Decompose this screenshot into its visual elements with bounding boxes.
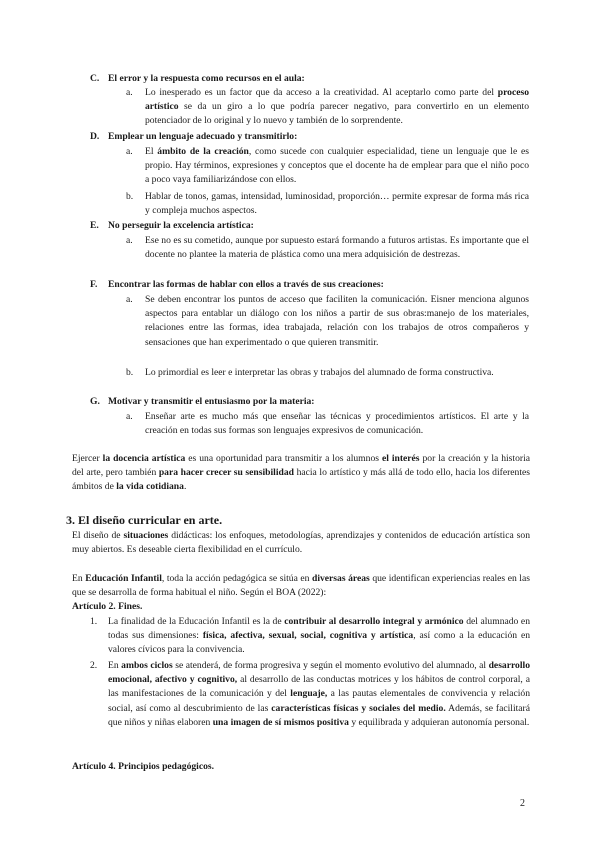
bold-text: física, afectiva, sexual, social, cognitiva y artística: [202, 630, 414, 642]
article-2-title: Artículo 2. Fines.: [72, 601, 143, 612]
list-item-text: [108, 659, 530, 730]
item-label: a.: [126, 235, 133, 246]
paragraph-diseno: [72, 529, 530, 557]
section-letter-e: E.: [90, 220, 99, 231]
bold-text: contribuir al desarrollo integral y armónico: [284, 616, 464, 627]
section-title-e: No perseguir la excelencia artística:: [108, 220, 254, 231]
text-run: .: [183, 481, 187, 493]
article-4-title: Artículo 4. Principios pedagógicos.: [72, 761, 215, 772]
text-run: , como sucede con cualquier especialidad, tiene un lenguaje que le es propio. Hay términos, expresiones y conceptos que el docente ha de emplear para que el niño poco a poco vaya familiarizándose con ellos.: [145, 146, 529, 186]
item-label: a.: [126, 87, 133, 98]
bold-text: situaciones: [123, 530, 169, 541]
section-letter-d: D.: [90, 131, 100, 142]
text-run: se atenderá, de forma progresiva y según el momento evolutivo del alumnado, al: [172, 660, 489, 671]
text-run: Además, se facilitará que niños y niñas elaboren: [108, 702, 530, 728]
section-letter-c: C.: [90, 73, 100, 84]
text-run: y equilibrada y adquieran autonomía personal.: [348, 716, 530, 728]
text-run: didácticas: los enfoques, metodologías, aprendizajes y contenidos de educación artística son muy abiertos. Es deseable cierta flexibilidad en el currículo.: [72, 530, 530, 556]
bold-text: lenguaje,: [290, 688, 328, 700]
item-text: [145, 145, 529, 188]
text-run: , así como a la educación en valores cívicos para la convivencia.: [108, 630, 531, 656]
text-run: Se deben encontrar los puntos de acceso que faciliten la comunicación. Eisner menciona algunos aspectos para entablar un diálogo con los niños a partir de sus obras:manejo de los materiales, relaciones entre las formas, idea trabajada, relación con los trabajos de otros compañeros y sensaciones que han experimentado o que quieren transmitir.: [145, 294, 529, 348]
text-run: se da un giro a lo que podría parecer negativo, para convertirlo en un elemento potenciador de lo original y lo nuevo y también de lo sorprendente.: [145, 101, 529, 127]
text-run: a las pautas elementales de convivencia y relación social, así como al descubrimiento de las: [108, 688, 530, 714]
bold-text: características físicas y sociales del medio.: [271, 702, 446, 714]
bold-text: la vida cotidiana: [116, 481, 184, 493]
item-text: [145, 86, 529, 129]
paragraph-infantil: [72, 572, 530, 600]
text-run: Enseñar arte es mucho más que enseñar las técnicas y procedimientos artísticos. El arte y la creación en todas sus formas son lenguajes expresivos de comunicación.: [145, 411, 529, 437]
item-text: [145, 234, 529, 262]
text-run: Hablar de tonos, gamas, intensidad, luminosidad, proporción… permite expresar de forma más rica y compleja muchos aspectos.: [145, 191, 529, 217]
text-run: al desarrollo de las conductas motrices y los hábitos de control corporal, a las manifestaciones de la comunicación y del: [108, 674, 530, 700]
page-number: 2: [520, 798, 525, 809]
bold-text: una imagen de sí mismos positiva: [212, 716, 349, 728]
item-text: [145, 190, 529, 218]
section-title-d: Emplear un lenguaje adecuado y transmitirlo:: [108, 131, 298, 142]
bold-text: proceso artístico: [145, 87, 529, 113]
section-letter-g: G.: [90, 396, 100, 407]
list-number: 2.: [90, 660, 98, 671]
item-label: a.: [126, 294, 133, 305]
text-run: que identifican experiencias reales en las que se desarrolla de forma habitual el niño. Según el BOA (2022):: [72, 573, 530, 599]
text-run: , toda la acción pedagógica se sitúa en: [161, 573, 312, 584]
item-text: [145, 293, 529, 350]
bold-text: Educación Infantil: [85, 573, 162, 584]
item-text: [145, 366, 529, 380]
text-run: por la creación y la historia del arte, pero también: [72, 453, 530, 479]
item-label: b.: [126, 191, 134, 202]
bold-text: para hacer crecer su sensibilidad: [158, 467, 294, 479]
text-run: Ejercer: [72, 453, 103, 464]
section-title-f: Encontrar las formas de hablar con ellos a través de sus creaciones:: [108, 279, 384, 290]
section-heading: 3. El diseño curricular en arte.: [66, 513, 223, 527]
text-run: Ese no es su cometido, aunque por supuesto estará formando a futuros artistas. Es importante que el docente no plantee la materia de plástica como una mera adquisición de destrezas.: [145, 235, 529, 261]
bold-text: ámbito de la creación: [157, 146, 249, 157]
paragraph-docencia: [72, 452, 530, 495]
bold-text: el interés: [381, 453, 420, 464]
text-run: En: [72, 573, 86, 584]
text-run: hacia lo artístico y más allá de todo ello, hacia los diferentes ámbitos de: [72, 467, 531, 493]
text-run: La finalidad de la Educación Infantil es la de: [108, 616, 285, 627]
text-run: es una oportunidad para transmitir a los alumnos: [185, 453, 382, 464]
text-run: del alumnado en todas sus dimensiones:: [108, 616, 530, 642]
bold-text: desarrollo emocional, afectivo y cognitivo,: [108, 660, 530, 686]
text-run: El: [145, 146, 158, 157]
bold-text: la docencia artística: [102, 453, 186, 464]
list-number: 1.: [90, 616, 98, 627]
item-label: b.: [126, 367, 134, 378]
section-letter-f: F.: [90, 279, 98, 290]
section-title-c: El error y la respuesta como recursos en el aula:: [108, 73, 305, 84]
item-label: a.: [126, 146, 133, 157]
item-text: [145, 410, 529, 438]
list-item-text: [108, 615, 530, 658]
item-label: a.: [126, 411, 133, 422]
bold-text: diversas áreas: [311, 573, 370, 584]
text-run: El diseño de: [72, 530, 124, 541]
bold-text: ambos ciclos: [121, 660, 173, 671]
section-title-g: Motivar y transmitir el entusiasmo por la materia:: [108, 396, 315, 407]
text-run: Lo inesperado es un factor que da acceso a la creatividad. Al aceptarlo como parte del: [145, 87, 498, 98]
text-run: En: [108, 660, 122, 671]
text-run: Lo primordial es leer e interpretar las obras y trabajos del alumnado de forma constructiva.: [145, 367, 494, 378]
